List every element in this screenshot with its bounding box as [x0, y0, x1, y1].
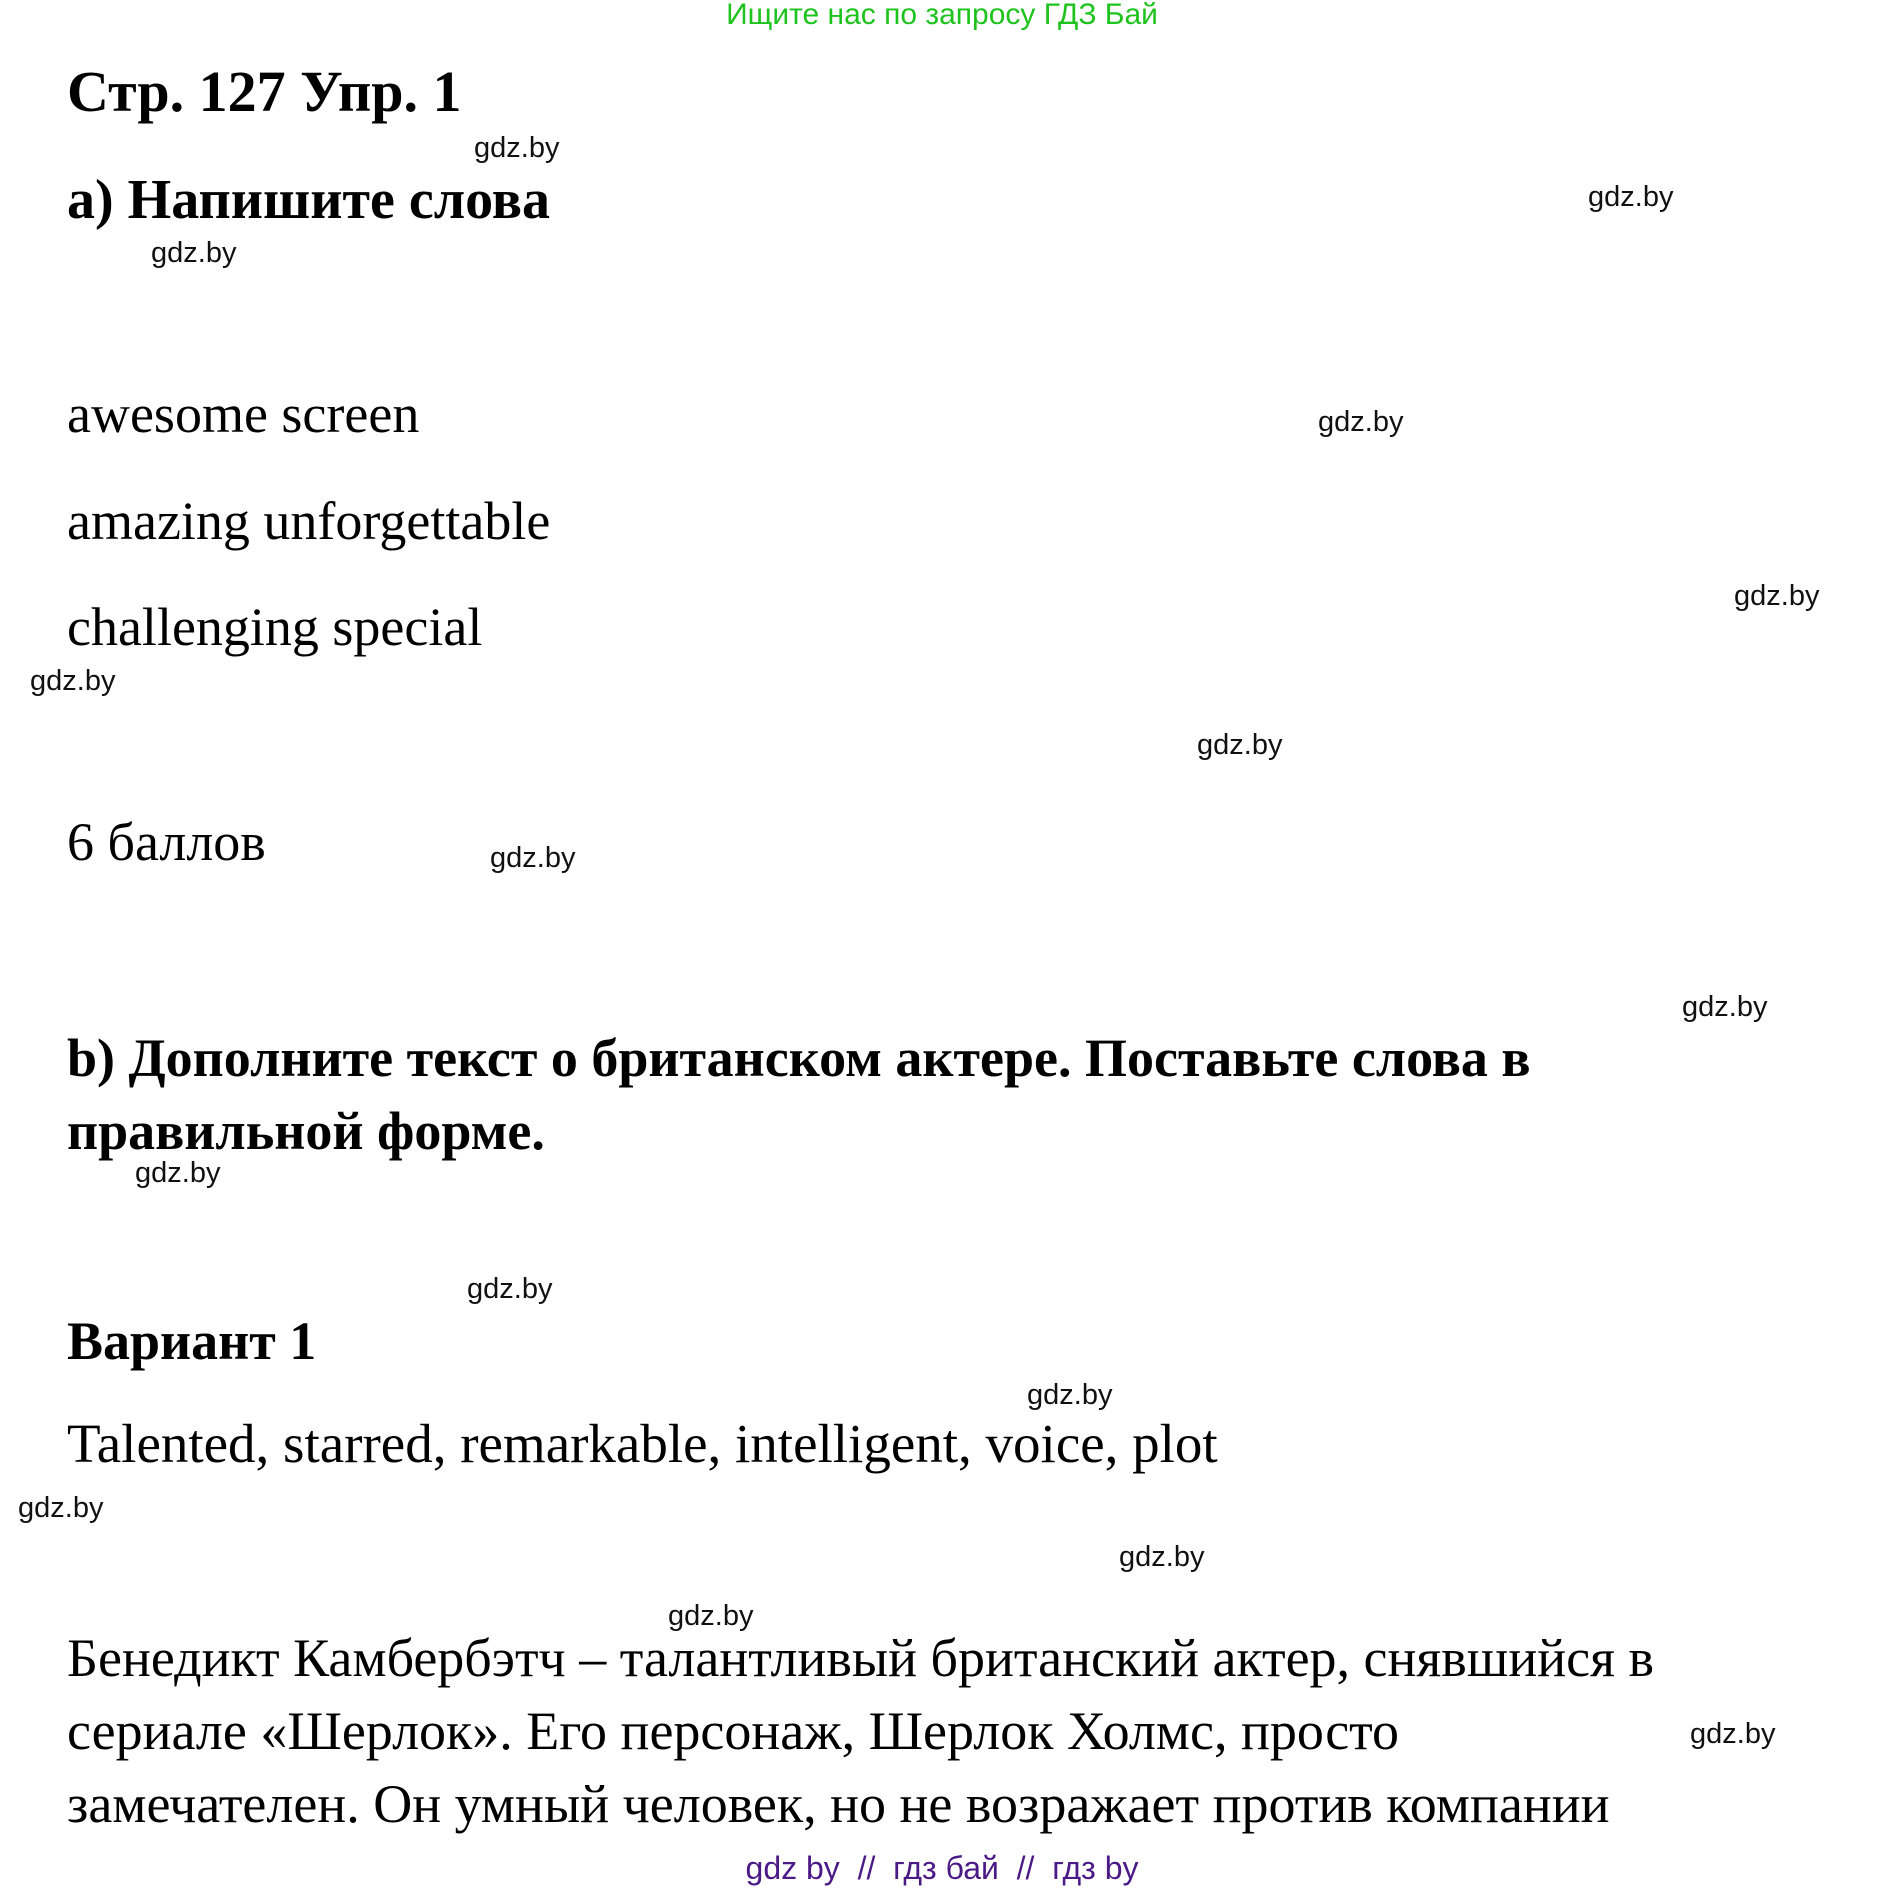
- watermark: gdz.by: [135, 1157, 221, 1189]
- watermark: gdz.by: [30, 665, 116, 697]
- paragraph-line: Бенедикт Камбербэтч – талантливый британский актер, снявшийся в: [67, 1628, 1654, 1688]
- answer-paragraph: [67, 1622, 1847, 1841]
- footer-links: gdz by // гдз бай // гдз by: [745, 1850, 1139, 1886]
- answer-line: awesome screen: [67, 384, 420, 444]
- answer-line: challenging special: [67, 597, 483, 657]
- page-title: Стр. 127 Упр. 1: [67, 59, 462, 124]
- task-b-heading-line: правильной форме.: [67, 1101, 545, 1161]
- watermark: gdz.by: [18, 1492, 104, 1524]
- watermark: gdz.by: [1119, 1541, 1205, 1573]
- word-bank: Talented, starred, remarkable, intelligent, voice, plot: [67, 1413, 1218, 1474]
- search-banner: Ищите нас по запросу ГДЗ Бай: [726, 0, 1158, 31]
- watermark: gdz.by: [1682, 991, 1768, 1023]
- task-b-heading: [67, 1022, 1787, 1168]
- watermark: gdz.by: [490, 842, 576, 874]
- paragraph-line: сериале «Шерлок». Его персонаж, Шерлок Холмс, просто: [67, 1701, 1400, 1761]
- task-b-heading-line: b) Дополните текст о британском актере. Поставьте слова в: [67, 1028, 1531, 1088]
- watermark: gdz.by: [1197, 729, 1283, 761]
- task-a-heading: а) Напишите слова: [67, 169, 551, 231]
- watermark: gdz.by: [1318, 406, 1404, 438]
- score-label: 6 баллов: [67, 812, 266, 872]
- watermark: gdz.by: [1588, 181, 1674, 213]
- watermark: gdz.by: [474, 132, 560, 164]
- watermark: gdz.by: [151, 237, 237, 269]
- paragraph-line: замечателен. Он умный человек, но не возражает против компании: [67, 1774, 1610, 1834]
- variant-title: Вариант 1: [67, 1311, 317, 1371]
- watermark: gdz.by: [467, 1273, 553, 1305]
- answer-line: amazing unforgettable: [67, 491, 551, 551]
- watermark: gdz.by: [668, 1600, 754, 1632]
- watermark: gdz.by: [1027, 1379, 1113, 1411]
- watermark: gdz.by: [1690, 1718, 1776, 1750]
- watermark: gdz.by: [1734, 580, 1820, 612]
